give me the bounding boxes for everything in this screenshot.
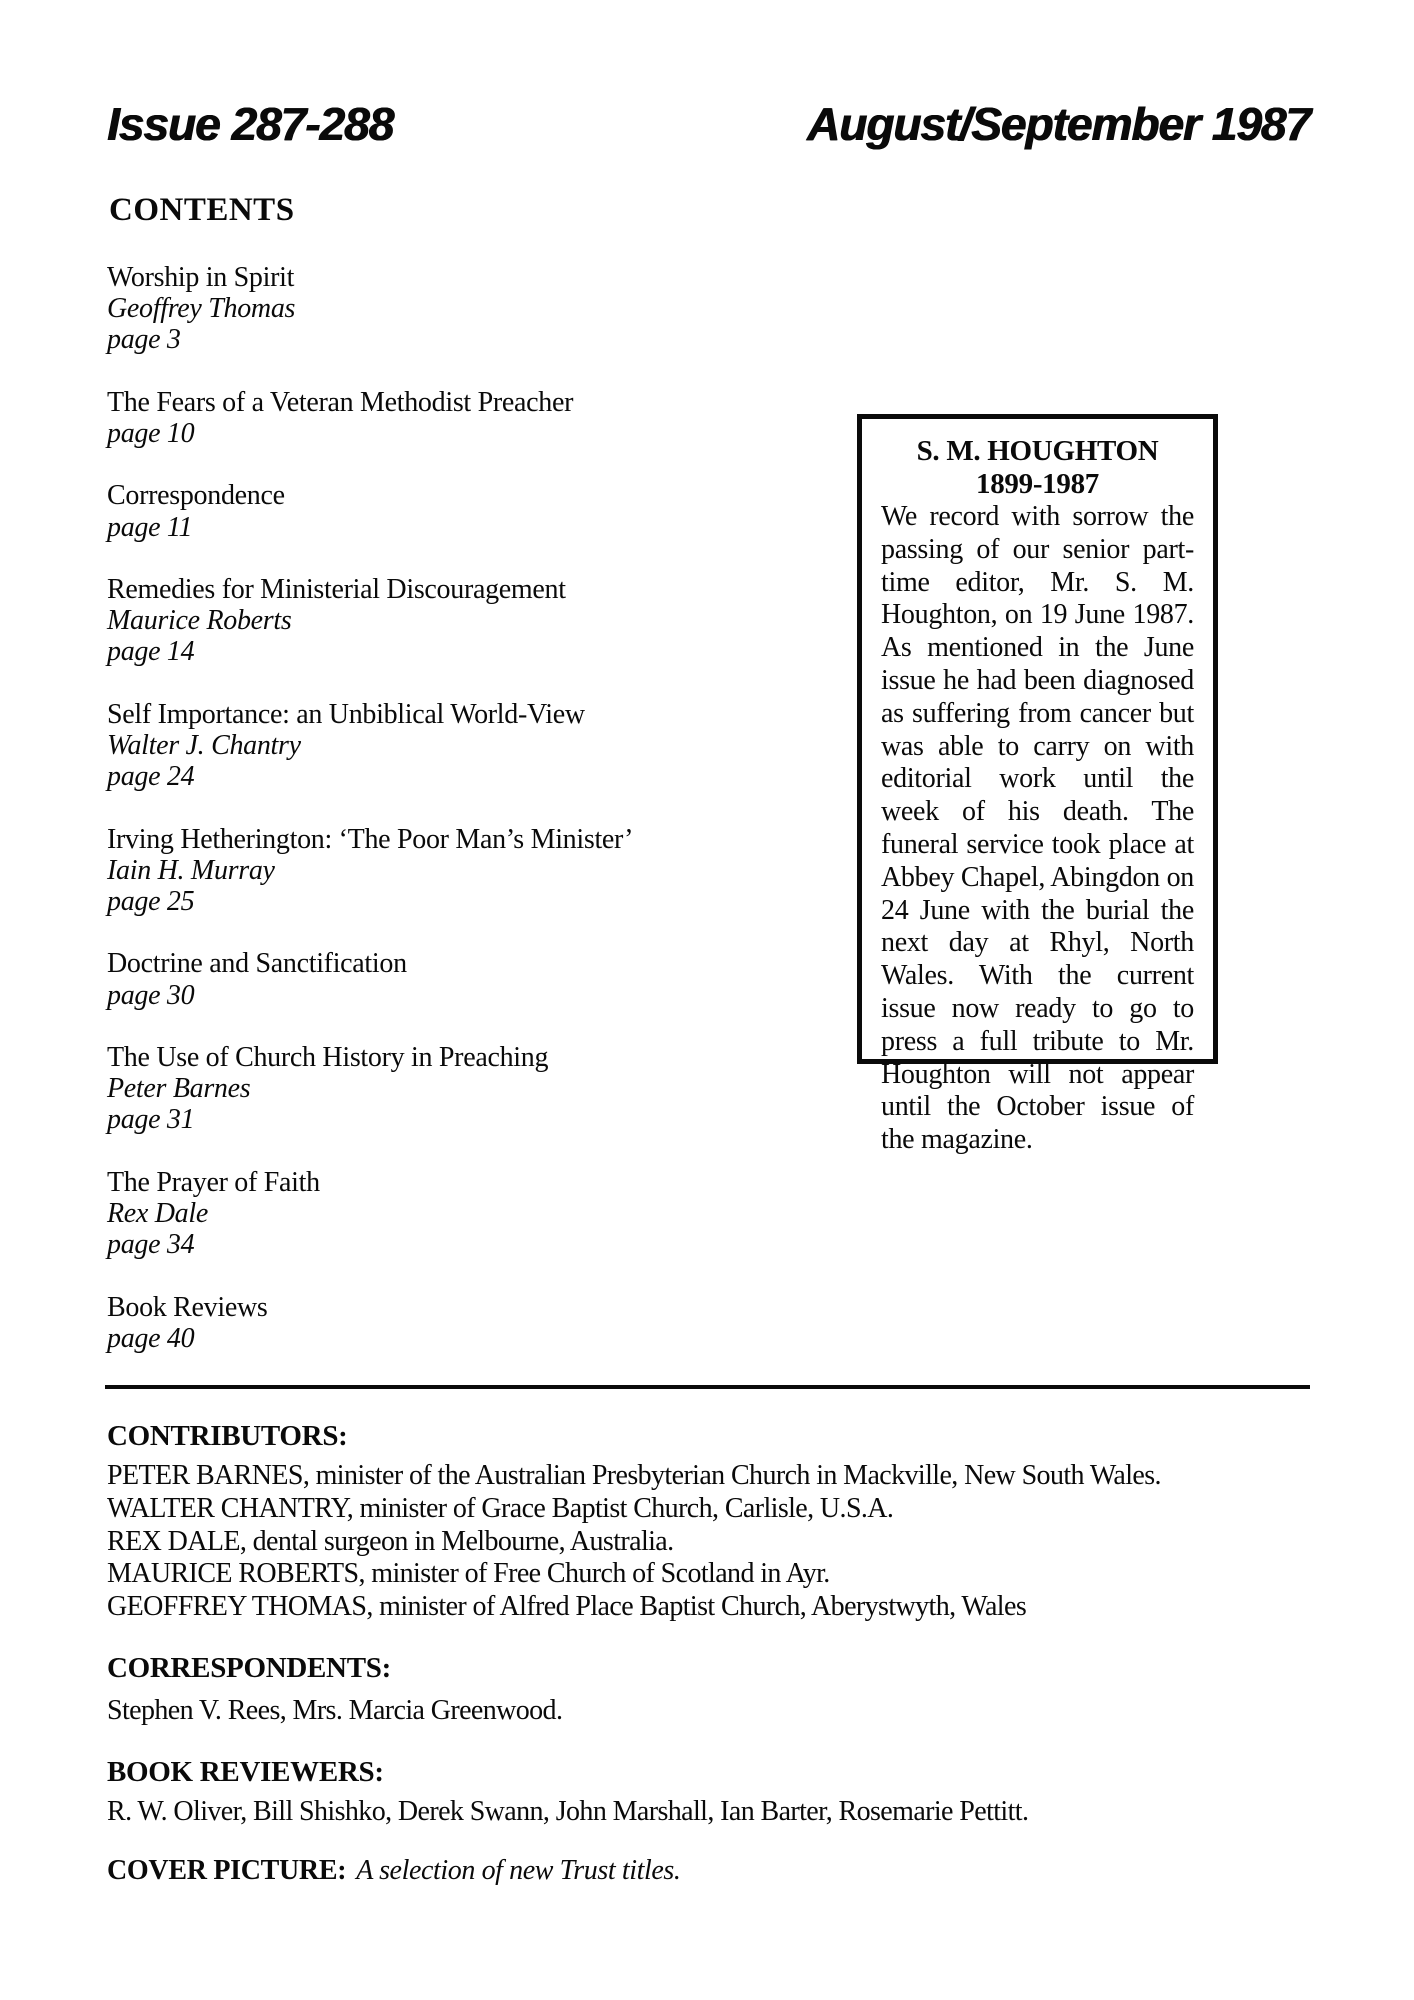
toc-entry: [107, 387, 707, 449]
toc-entry-title: Self Importance: an Unbiblical World-View: [107, 698, 585, 730]
issue-number: Issue 287-288: [107, 98, 394, 150]
toc-entry: [107, 262, 707, 356]
toc-entry: [107, 1292, 707, 1354]
toc-entry-title: Correspondence: [107, 480, 285, 512]
toc-entry-author: Peter Barnes: [107, 1073, 251, 1105]
toc-entry-title: The Fears of a Veteran Methodist Preacher: [107, 386, 574, 418]
cover-picture-label: COVER PICTURE:: [107, 1855, 347, 1886]
toc-entry-page: page 31: [107, 1104, 195, 1136]
toc-entry: [107, 1167, 707, 1261]
toc-entry: [107, 824, 707, 918]
cover-picture-line: [107, 1855, 681, 1887]
toc-entry-page: page 3: [107, 324, 181, 356]
toc-entry-page: page 30: [107, 979, 195, 1011]
toc-entry: [107, 699, 707, 793]
toc-entry-author: Geoffrey Thomas: [107, 293, 296, 325]
toc-entry: [107, 1042, 707, 1136]
toc-entry-page: page 14: [107, 636, 195, 668]
toc-entry-title: Irving Hetherington: ‘The Poor Man’s Minister’: [107, 823, 634, 855]
book-reviewers-line: R. W. Oliver, Bill Shishko, Derek Swann, John Marshall, Ian Barter, Rosemarie Pettitt.: [107, 1796, 1029, 1827]
toc-entry-page: page 11: [107, 511, 193, 543]
toc-entry-author: Maurice Roberts: [107, 605, 292, 637]
obituary-years: 1899-1987: [976, 468, 1099, 500]
obituary-name: S. M. HOUGHTON: [916, 435, 1159, 467]
obituary-box: [857, 414, 1218, 1156]
contents-heading: CONTENTS: [109, 192, 295, 228]
toc-entry: [107, 480, 707, 542]
toc-entry-author: Rex Dale: [107, 1197, 208, 1229]
toc-entry-page: page 25: [107, 885, 195, 917]
contributors-list: [107, 1460, 1161, 1624]
obituary-text: We record with sorrow the passing of our senior part-time editor, Mr. S. M. Houghton, on 19 June 1987. As mentioned in the June issue he had been diagnosed as suffering from cancer but was able to carry on with editorial work until the week of his death. The funeral service took place at Abbey Chapel, Abingdon on 24 June with the burial the next day at Rhyl, North Wales. With the current issue now ready to go to press a full tribute to Mr. Houghton will not appear until the October issue of the magazine.: [881, 501, 1194, 1156]
toc-entry: [107, 948, 707, 1010]
toc-entry-title: Book Reviews: [107, 1291, 268, 1323]
contributors-heading: CONTRIBUTORS:: [107, 1420, 348, 1452]
toc-entry-author: Iain H. Murray: [107, 854, 275, 886]
toc-entry-title: Worship in Spirit: [107, 262, 295, 293]
table-of-contents: [107, 262, 707, 1385]
contributor-line: REX DALE, dental surgeon in Melbourne, Australia.: [107, 1525, 674, 1557]
toc-entry-page: page 34: [107, 1229, 195, 1261]
toc-entry-author: Walter J. Chantry: [107, 729, 301, 761]
toc-entry-page: page 40: [107, 1322, 195, 1354]
correspondents-heading: CORRESPONDENTS:: [107, 1652, 391, 1684]
contributor-line: WALTER CHANTRY, minister of Grace Baptist Church, Carlisle, U.S.A.: [107, 1492, 894, 1524]
contributor-line: MAURICE ROBERTS, minister of Free Church of Scotland in Ayr.: [107, 1558, 830, 1590]
correspondents-line: Stephen V. Rees, Mrs. Marcia Greenwood.: [107, 1695, 563, 1726]
toc-entry-page: page 10: [107, 418, 195, 449]
book-reviewers-heading: BOOK REVIEWERS:: [107, 1756, 384, 1788]
toc-entry-title: Doctrine and Sanctification: [107, 948, 407, 980]
contributor-line: GEOFFREY THOMAS, minister of Alfred Place Baptist Church, Aberystwyth, Wales: [107, 1591, 1027, 1623]
toc-entry-title: The Use of Church History in Preaching: [107, 1041, 549, 1073]
issue-date: August/September 1987: [806, 98, 1310, 150]
contributor-line: PETER BARNES, minister of the Australian Presbyterian Church in Mackville, New South Wales.: [107, 1460, 1161, 1491]
cover-picture-text: A selection of new Trust titles.: [356, 1855, 681, 1886]
toc-entry-page: page 24: [107, 761, 195, 793]
divider-rule: [105, 1385, 1310, 1389]
toc-entry: [107, 574, 707, 668]
toc-entry-title: Remedies for Ministerial Discouragement: [107, 573, 566, 605]
toc-entry-title: The Prayer of Faith: [107, 1166, 320, 1198]
masthead: [107, 97, 1310, 151]
